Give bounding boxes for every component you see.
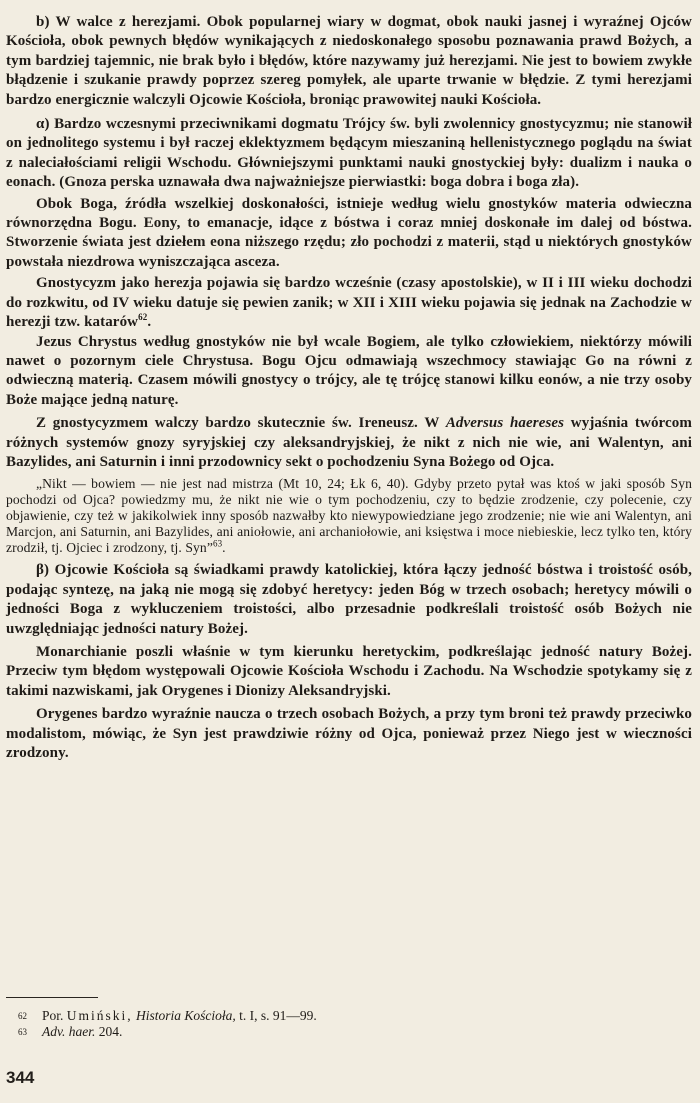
paragraph-text: Orygenes bardzo wyraźnie naucza o trzech osobach Bożych, a przy tym broni też prawdy przeciwko modalistom, mówiąc, że Syn jest prawdziwie różny od Ojca, ponieważ przez Niego jest w wieczności zrodzony. (6, 706, 692, 761)
footnotes (18, 1008, 638, 1040)
paragraph-materia (6, 195, 692, 273)
footnote-ref[interactable]: 62 (138, 312, 148, 323)
paragraph-jezus (6, 333, 692, 411)
footnote-divider (6, 997, 98, 998)
paragraph-monarchianie (6, 643, 692, 701)
footnote-author: Umiński, (66, 1008, 133, 1023)
main-text (6, 13, 692, 763)
paragraph-ireneusz (6, 414, 692, 472)
page-number: 344 (6, 1068, 35, 1087)
paragraph-text: Monarchianie poszli właśnie w tym kierunku heretyckim, podkreślając jedność natury Bożej. Przeciw tym błędom występowali Ojcowie Kościoła Wschodu i Zachodu. Na Wschodzie spotykamy się z takimi nazwiskami, jak Orygenes i Dionizy Aleksandryjski. (6, 643, 692, 699)
footnote-62 (18, 1008, 638, 1024)
footnote-number: 63 (18, 1027, 27, 1037)
paragraph-text: Z gnostycyzmem walczy bardzo skutecznie św. Ireneusz. W (36, 415, 446, 432)
footnote-prefix: Por. (42, 1008, 67, 1023)
footnote-title: Historia Kościoła, (136, 1008, 236, 1023)
paragraph-orygenes (6, 705, 692, 763)
footnote-suffix: t. I, s. 91—99. (235, 1008, 317, 1023)
paragraph-text: Gnostycyzm jako herezja pojawia się bardzo wcześnie (czasy apostolskie), w II i III wieku dochodzi do rozkwitu, od IV wieku datuje się pewien zanik; w XII i XIII wieku pojawia się jednak na Zachodzie w herezji tzw. katarów (6, 275, 692, 331)
paragraph-text: α) Bardzo wczesnymi przeciwnikami dogmatu Trójcy św. byli zwolennicy gnostycyzmu; nie stanowił on jednolitego systemu i był raczej eklektyzmem będącym mieszaniną hellenistycznego poglądu na świat z naleciałościami religii Wschodu. Główniejszymi punktami nauki gnostyckiej były: dualizm i nauka o eonach. (Gnoza perska uznawała dwa najważniejsze pierwiastki: boga dobra i boga zła). (6, 116, 692, 191)
paragraph-gnostycyzm (6, 115, 692, 193)
footnote-number: 62 (18, 1011, 27, 1021)
work-title: Adversus haereses (445, 415, 565, 432)
footnote-ref[interactable]: 63 (212, 538, 223, 549)
paragraph-herezje (6, 13, 692, 110)
paragraph-text: wyjaśnia twórcom różnych systemów gnozy syryjskiej czy aleksandryjskiej, że nikt z nich nie wie, ani Walentyn, ani Bazylides, ani Saturnin i inni przodownicy sekt o pochodzeniu Syna Bożego od Ojca. (6, 415, 692, 470)
footnote-suffix: 204. (95, 1024, 123, 1039)
quote-ireneusz: „Nikt — bowiem — nie jest nad mistrza (Mt 10, 24; Łk 6, 40). Gdyby przeto pytał was ktoś w jaki sposób Syn pochodzi od Ojca? powiedzmy mu, że nikt nie wie o tym pochodzeniu, czy to będzie zrodzenie, czy polecenie, czy objawienie, czy też w jakikolwiek inny sposób nazwałby kto niewypowiedziane jego zrodzenie; nie wie ani Walentyn, ani Marcjon, ani Saturnin, ani Bazylides, ani aniołowie, ani archaniołowie, ani księstwa i moce niebieskie, lecz tylko ten, który zrodził, tj. Ojciec i zrodzony, tj. Syn”$^{63}$. (6, 476, 692, 556)
paragraph-herezja-czas: Gnostycyzm jako herezja pojawia się bardzo wcześnie (czasy apostolskie), w II i III wieku dochodzi do rozkwitu, od IV wieku datuje się pewien zanik; w XII i XIII wieku pojawia się jednak na Zachodzie w herezji tzw. katarów$^{62}$. (6, 275, 692, 331)
paragraph-text: b) W walce z herezjami. Obok popularnej wiary w dogmat, obok nauki jasnej i wyraźnej Ojców Kościoła, obok pewnych błędów wynikających z niedoskonałego sposobu poznawania prawd Bożych, a tym bardziej tajemnic, nie brak było i błędów, które nazywamy już herezjami. Nie jest to bowiem zwykłe błądzenie i szukanie prawdy poprzez szereg pomyłek, ale uparte trwanie w błędzie. Z tymi herezjami bardzo energicznie walczyli Ojcowie Kościoła, broniąc prawowitej nauki Kościoła. (6, 14, 692, 108)
quote-text: „Nikt — bowiem — nie jest nad mistrza (Mt 10, 24; Łk 6, 40). Gdyby przeto pytał was ktoś w jaki sposób Syn pochodzi od Ojca? powiedzmy mu, że nikt nie wie o tym pochodzeniu, czy to będzie zrodzenie, czy polecenie, czy objawienie, czy też w jakikolwiek inny sposób nazwałby kto niewypowiedziane jego zrodzenie; nie wie ani Walentyn, ani Marcjon, ani Saturnin, ani Bazylides, ani aniołowie, ani archaniołowie, ani księstwa i moce niebieskie, lecz tylko ten, który zrodził, tj. Ojciec i zrodzony, tj. Syn” (6, 476, 692, 556)
paragraph-text: Obok Boga, źródła wszelkiej doskonałości, istnieje według wielu gnostyków materia odwieczna równorzędna Bogu. Eony, to emanacje, idące z bóstwa i coraz mniej doskonałe im dalej od bóstwa. Stworzenie świata jest dziełem eona niższego rzędu; zło pochodzi z materii, stąd u niektórych gnostyków powstała niezdrowa wyniszczająca asceza. (6, 195, 692, 270)
footnote-63 (18, 1024, 638, 1040)
footnote-title: Adv. haer. (42, 1024, 96, 1039)
paragraph-ojcowie (6, 561, 692, 639)
paragraph-text: Jezus Chrystus według gnostyków nie był wcale Bogiem, ale tylko człowiekiem, niektórzy mówili nawet o pozornym ciele Chrystusa. Bogu Ojcu odmawiają wszechmocy stawiając Go na równi z odwieczną materią. Czasem mówili gnostycy o trójcy, ale tę trójcę stanowi kilku eonów, a nie trzy osoby Boże mające jedną naturę. (6, 333, 692, 408)
paragraph-text: β) Ojcowie Kościoła są świadkami prawdy katolickiej, która łączy jedność bóstwa i troistość osób, podając syntezę, na jaką nie mogą się zdobyć heretycy: jeden Bóg w trzech osobach; heretycy mówili o jedności Boga z wykluczeniem troistości, albo przesadnie podkreślali troistość osób Bożych nie uwzględniając jedności natury Bożej. (6, 562, 692, 637)
